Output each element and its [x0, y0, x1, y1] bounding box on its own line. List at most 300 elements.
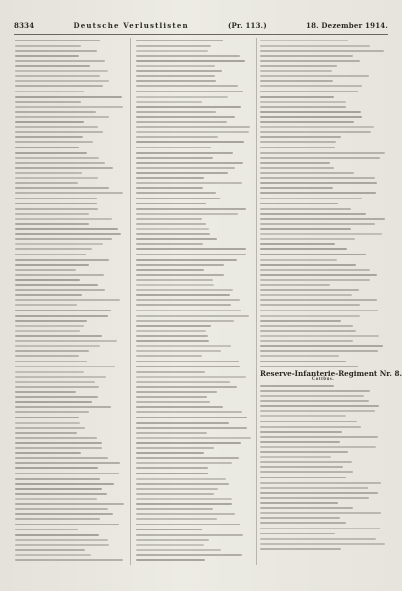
text-line-mark	[15, 45, 81, 47]
issue-date: 18. Dezember 1914.	[306, 21, 388, 30]
text-line-mark	[15, 284, 98, 286]
text-line-mark	[136, 254, 246, 256]
text-line-mark	[260, 198, 362, 200]
text-line-mark	[136, 345, 231, 347]
text-line-mark	[136, 340, 209, 342]
text-line-mark	[136, 534, 243, 536]
text-line-mark	[15, 304, 77, 306]
text-line-mark	[136, 462, 232, 464]
page-header	[14, 21, 388, 33]
text-line-mark	[260, 269, 370, 271]
text-line-mark	[136, 371, 205, 373]
text-line-mark	[136, 355, 202, 357]
text-line-mark	[15, 315, 108, 317]
text-line-mark	[15, 391, 76, 393]
text-line-mark	[15, 121, 84, 123]
text-line-mark	[136, 376, 246, 378]
text-column-middle	[136, 38, 252, 565]
text-line-mark	[136, 203, 206, 205]
text-line-mark	[136, 294, 230, 296]
text-line-mark	[260, 121, 354, 123]
text-line-mark	[15, 478, 100, 480]
text-line	[260, 364, 386, 369]
text-line-mark	[260, 315, 360, 317]
text-line-mark	[15, 534, 99, 536]
text-line-mark	[260, 310, 378, 312]
text-line-mark	[136, 518, 217, 520]
text-line-mark	[15, 366, 115, 368]
text-line-mark	[260, 141, 336, 143]
text-line-mark	[15, 294, 82, 296]
text-line-mark	[15, 513, 113, 515]
text-line-mark	[260, 228, 351, 230]
text-line-mark	[15, 559, 123, 561]
text-line-mark	[136, 330, 206, 332]
text-line-mark	[260, 320, 341, 322]
text-line-mark	[15, 467, 98, 469]
text-line-mark	[136, 559, 205, 561]
text-line-mark	[15, 70, 108, 72]
text-line-mark	[136, 192, 216, 194]
text-line-mark	[136, 473, 208, 475]
text-line-mark	[260, 172, 354, 174]
section-heading: Reserve-Infanterie-Regiment Nr. 8.	[260, 369, 402, 379]
text-line-mark	[260, 487, 368, 489]
text-line-mark	[260, 131, 371, 133]
text-line-mark	[15, 422, 80, 424]
text-line-mark	[15, 325, 84, 327]
text-line-mark	[15, 152, 87, 154]
text-line-mark	[15, 493, 107, 495]
text-line-mark	[15, 299, 120, 301]
text-line-mark	[136, 488, 218, 490]
text-line-mark	[260, 304, 360, 306]
text-line-mark	[136, 116, 235, 118]
text-line-mark	[15, 457, 108, 459]
text-line-mark	[15, 60, 105, 62]
text-line-mark	[260, 366, 358, 368]
text-line-mark	[260, 335, 379, 337]
publication-title: Deutsche Verlustlisten	[73, 21, 189, 30]
text-line-mark	[15, 508, 108, 510]
text-line-mark	[260, 45, 370, 47]
text-line-mark	[260, 243, 335, 245]
text-line-mark	[15, 198, 97, 200]
text-line-mark	[260, 451, 348, 453]
text-line-mark	[136, 233, 210, 235]
text-line-mark	[260, 136, 341, 138]
text-line-mark	[15, 187, 109, 189]
text-line-mark	[136, 177, 204, 179]
text-line-mark	[15, 101, 81, 103]
issue-number: (Pr. 113.)	[227, 21, 267, 30]
text-line-mark	[15, 162, 105, 164]
text-line-mark	[136, 513, 235, 515]
text-line-mark	[136, 417, 247, 419]
text-line-mark	[15, 518, 100, 520]
text-line-mark	[260, 147, 335, 149]
text-line-mark	[136, 60, 245, 62]
text-line-mark	[260, 361, 346, 363]
text-line-mark	[15, 544, 109, 546]
text-line-mark	[15, 539, 108, 541]
text-line-mark	[260, 187, 333, 189]
text-line-mark	[15, 116, 109, 118]
text-line-mark	[260, 218, 385, 220]
text-line-mark	[260, 350, 378, 352]
text-line-mark	[15, 136, 83, 138]
text-line-mark	[136, 264, 224, 266]
text-line-mark	[136, 218, 202, 220]
text-line-mark	[136, 80, 216, 82]
text-line-mark	[260, 101, 346, 103]
text-line-mark	[260, 436, 378, 438]
text-line-mark	[15, 80, 109, 82]
text-line-mark	[260, 477, 346, 479]
text-line-mark	[260, 294, 352, 296]
text-line	[260, 546, 386, 551]
text-line-mark	[136, 131, 249, 133]
text-line-mark	[136, 208, 246, 210]
text-line-mark	[136, 320, 234, 322]
text-line-mark	[260, 152, 385, 154]
text-line-mark	[136, 136, 218, 138]
text-line-mark	[15, 452, 81, 454]
text-line-mark	[260, 208, 351, 210]
text-line-mark	[136, 121, 227, 123]
text-line-mark	[15, 167, 113, 169]
text-line-mark	[15, 50, 97, 52]
text-line-mark	[15, 462, 120, 464]
text-line-mark	[136, 442, 241, 444]
text-line-mark	[260, 345, 383, 347]
text-line-mark	[15, 85, 103, 87]
text-line-mark	[260, 279, 370, 281]
text-line-mark	[15, 264, 89, 266]
text-line-mark	[136, 304, 231, 306]
text-line-mark	[15, 340, 117, 342]
text-line-mark	[15, 473, 119, 475]
text-line-mark	[260, 482, 381, 484]
text-line-mark	[15, 350, 89, 352]
text-line-mark	[260, 517, 340, 519]
text-line-mark	[260, 507, 353, 509]
text-line-mark	[15, 243, 103, 245]
text-line-mark	[15, 157, 99, 159]
text-line-mark	[260, 274, 377, 276]
text-line-mark	[136, 503, 232, 505]
text-line-mark	[136, 141, 244, 143]
text-line-mark	[136, 411, 242, 413]
text-line-mark	[260, 70, 332, 72]
text-line-mark	[136, 70, 222, 72]
text-line-mark	[136, 284, 214, 286]
text-line-mark	[260, 259, 337, 261]
text-line-mark	[15, 442, 102, 444]
text-line-mark	[260, 223, 375, 225]
text-line-mark	[15, 223, 89, 225]
text-line-mark	[260, 96, 334, 98]
text-line-mark	[136, 172, 228, 174]
text-line-mark	[260, 466, 343, 468]
text-line-mark	[136, 269, 204, 271]
text-line-mark	[15, 111, 96, 113]
text-line-mark	[15, 401, 92, 403]
text-line-mark	[15, 254, 86, 256]
text-line-mark	[260, 182, 377, 184]
text-line-mark	[136, 50, 208, 52]
text-line-mark	[136, 147, 211, 149]
text-line-mark	[136, 85, 238, 87]
text-line-mark	[15, 488, 102, 490]
text-line-mark	[136, 366, 240, 368]
text-line-mark	[260, 421, 357, 423]
text-line-mark	[15, 427, 85, 429]
text-line-mark	[15, 274, 104, 276]
text-line-mark	[136, 524, 240, 526]
text-line-mark	[260, 254, 366, 256]
text-line-mark	[136, 325, 211, 327]
text-line-mark	[15, 376, 106, 378]
text-line-mark	[260, 203, 338, 205]
text-line-mark	[136, 152, 233, 154]
text-line-mark	[260, 538, 376, 540]
text-line-mark	[136, 457, 239, 459]
text-line-mark	[15, 524, 119, 526]
text-line-mark	[136, 299, 240, 301]
text-line-mark	[136, 432, 207, 434]
text-line-mark	[15, 172, 82, 174]
text-line-mark	[260, 446, 376, 448]
text-line-mark	[15, 208, 98, 210]
text-line-mark	[260, 213, 366, 215]
text-line-mark	[260, 390, 370, 392]
text-line-mark	[15, 55, 79, 57]
text-line-mark	[260, 126, 374, 128]
text-line-mark	[260, 497, 369, 499]
text-line-mark	[15, 40, 100, 42]
text-line-mark	[260, 471, 353, 473]
text-line-mark	[136, 187, 203, 189]
text-line-mark	[260, 385, 334, 387]
text-line-mark	[136, 386, 237, 388]
text-line-mark	[260, 492, 378, 494]
text-line-mark	[136, 396, 207, 398]
text-line-mark	[260, 162, 330, 164]
column-text-block	[260, 383, 386, 551]
text-line-mark	[136, 361, 239, 363]
text-line-mark	[260, 548, 341, 550]
text-line-mark	[136, 554, 242, 556]
text-line-mark	[136, 238, 217, 240]
text-line-mark	[136, 106, 241, 108]
text-line-mark	[260, 456, 331, 458]
text-line-mark	[260, 50, 384, 52]
text-line-mark	[15, 269, 76, 271]
text-line-mark	[136, 310, 241, 312]
text-line-mark	[15, 279, 80, 281]
text-line-mark	[15, 259, 109, 261]
text-column-right	[260, 38, 402, 565]
text-line-mark	[136, 75, 215, 77]
text-line-mark	[136, 381, 230, 383]
section-subheading: Cottbus.	[311, 377, 335, 383]
text-line-mark	[260, 400, 369, 402]
text-line-mark	[260, 111, 361, 113]
text-line-mark	[15, 371, 84, 373]
text-line-mark	[136, 65, 215, 67]
text-line-mark	[15, 106, 123, 108]
text-line-mark	[260, 330, 356, 332]
text-line-mark	[15, 218, 112, 220]
text-line-mark	[136, 350, 221, 352]
text-line-mark	[136, 289, 233, 291]
text-line-mark	[260, 340, 353, 342]
text-line-mark	[15, 386, 99, 388]
text-line-mark	[136, 427, 247, 429]
text-line-mark	[260, 75, 369, 77]
text-line-mark	[136, 544, 204, 546]
text-line-mark	[136, 182, 242, 184]
text-line-mark	[260, 116, 362, 118]
text-line-mark	[260, 264, 356, 266]
text-line-mark	[260, 355, 339, 357]
text-line-mark	[136, 259, 237, 261]
text-line-mark	[15, 503, 124, 505]
text-line-mark	[15, 228, 118, 230]
text-line-mark	[15, 141, 93, 143]
text-line-mark	[260, 395, 364, 397]
text-line	[136, 558, 252, 563]
text-line-mark	[260, 106, 346, 108]
column-text-block	[260, 38, 386, 369]
text-line-mark	[260, 502, 338, 504]
text-line-mark	[260, 431, 342, 433]
text-line-mark	[15, 213, 89, 215]
text-line-mark	[136, 478, 226, 480]
text-line-mark	[260, 426, 361, 428]
text-line-mark	[15, 75, 100, 77]
text-line-mark	[260, 533, 335, 535]
text-line-mark	[136, 91, 243, 93]
text-line-mark	[260, 325, 353, 327]
text-line-mark	[136, 483, 229, 485]
text-line-mark	[136, 126, 250, 128]
text-line-mark	[260, 238, 355, 240]
text-line-mark	[15, 310, 111, 312]
text-line-mark	[15, 498, 97, 500]
text-line-mark	[15, 447, 102, 449]
text-line-mark	[15, 96, 122, 98]
text-line-mark	[136, 157, 213, 159]
text-line-mark	[136, 315, 249, 317]
text-line-mark	[136, 498, 232, 500]
text-line-mark	[260, 91, 358, 93]
text-line-mark	[260, 233, 382, 235]
text-line-mark	[15, 554, 91, 556]
text-line-mark	[15, 437, 97, 439]
text-line-mark	[15, 131, 103, 133]
text-line-mark	[260, 167, 334, 169]
text-line-mark	[136, 45, 211, 47]
text-line-mark	[260, 248, 347, 250]
text-line-mark	[136, 493, 214, 495]
text-line-mark	[136, 401, 210, 403]
text-line-mark	[136, 508, 213, 510]
text-line-mark	[15, 432, 77, 434]
text-line-mark	[136, 549, 221, 551]
text-line-mark	[136, 539, 209, 541]
text-line-mark	[136, 406, 223, 408]
text-line-mark	[260, 65, 337, 67]
column-divider	[256, 38, 257, 565]
text-line-mark	[260, 410, 375, 412]
text-line-mark	[260, 284, 330, 286]
text-line-mark	[260, 289, 359, 291]
text-line-mark	[15, 233, 121, 235]
text-line-mark	[136, 529, 202, 531]
text-line-mark	[15, 289, 105, 291]
text-line-mark	[260, 55, 353, 57]
text-line-mark	[136, 274, 224, 276]
text-line-mark	[15, 396, 98, 398]
text-line-mark	[15, 529, 78, 531]
text-line-mark	[15, 361, 87, 363]
text-line-mark	[260, 80, 333, 82]
text-line-mark	[15, 147, 79, 149]
text-line-mark	[136, 55, 240, 57]
text-line-mark	[15, 345, 100, 347]
text-line-mark	[136, 198, 220, 200]
text-line-mark	[15, 65, 90, 67]
text-line-mark	[136, 111, 216, 113]
text-line-mark	[136, 101, 202, 103]
text-line-mark	[260, 512, 381, 514]
column-divider	[130, 38, 131, 565]
text-line-mark	[15, 483, 114, 485]
text-line-mark	[15, 182, 78, 184]
text-line-mark	[136, 96, 228, 98]
text-line-mark	[260, 405, 379, 407]
text-line-mark	[136, 452, 204, 454]
text-column-left	[15, 38, 125, 565]
text-line-mark	[260, 40, 348, 42]
text-line-mark	[136, 223, 206, 225]
text-line-mark	[15, 381, 95, 383]
text-line-mark	[260, 461, 352, 463]
text-line-mark	[15, 203, 97, 205]
text-line-mark	[15, 248, 92, 250]
text-line-mark	[136, 447, 214, 449]
text-line-mark	[260, 157, 380, 159]
text-line-mark	[260, 60, 360, 62]
text-line-mark	[15, 406, 111, 408]
text-line-mark	[136, 248, 246, 250]
text-line-mark	[260, 522, 346, 524]
text-line-mark	[15, 192, 123, 194]
text-line-mark	[136, 391, 217, 393]
text-line-mark	[15, 320, 87, 322]
text-line-mark	[136, 162, 243, 164]
text-line-mark	[260, 177, 375, 179]
text-line-mark	[15, 238, 112, 240]
text-line-mark	[260, 192, 376, 194]
text-line-mark	[15, 335, 102, 337]
text-line-mark	[260, 543, 385, 545]
text-line-mark	[136, 467, 208, 469]
text-line-mark	[136, 213, 238, 215]
text-line-mark	[260, 299, 377, 301]
